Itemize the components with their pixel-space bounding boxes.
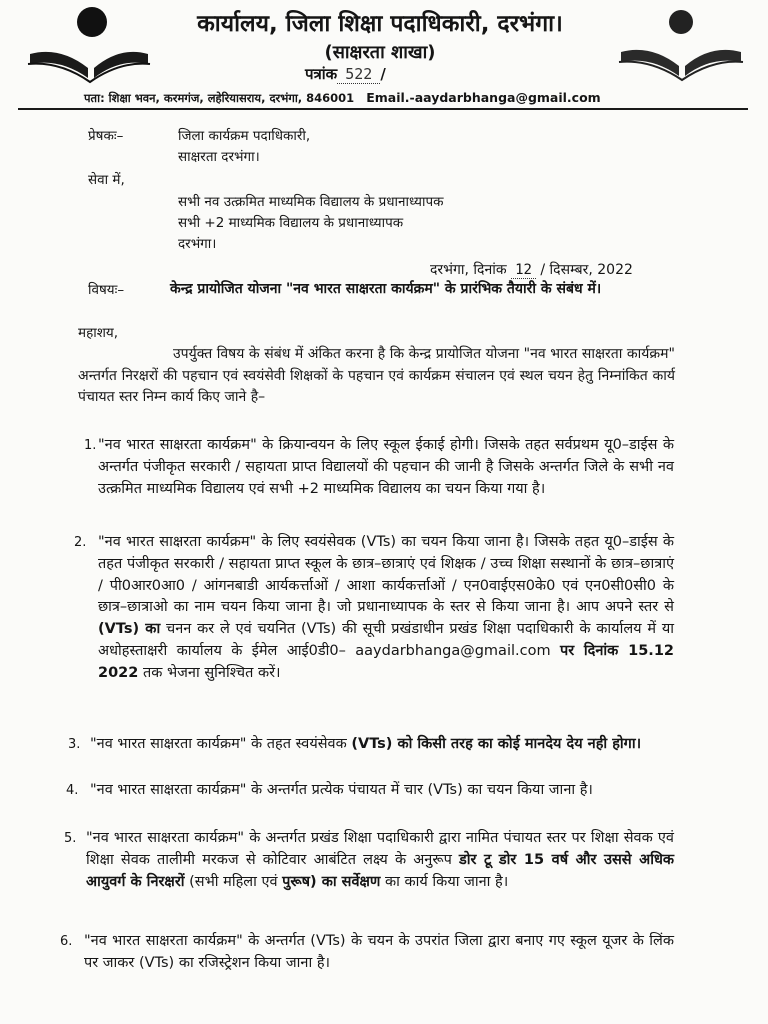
item-4-number: 4. — [66, 783, 79, 798]
office-title: कार्यालय, जिला शिक्षा पदाधिकारी, दरभंगा। — [197, 11, 563, 37]
sender-line-2: साक्षरता दरभंगा। — [178, 149, 260, 165]
recipient-line-2: सभी +2 माध्यमिक विद्यालय के प्रधानाध्यापक — [178, 215, 404, 231]
date-prefix: दरभंगा, दिनांक — [430, 262, 507, 278]
item-6-text: "नव भारत साक्षरता कार्यक्रम" के अन्तर्गत (VTs) के चयन के उपरांत जिला द्वारा बनाए गए स्कूल यूजर के लिंक पर जाकर (VTs) का रजिस्ट्रेशन किया जाना है। — [84, 933, 674, 971]
address-text: पता: शिक्षा भवन, करमगंज, लहेरियासराय, दरभंगा, 846001 — [84, 91, 355, 105]
item-5-bold-b: पुरूष) का सर्वेक्षण — [282, 873, 381, 890]
item-2-part-b: चनन कर ले एवं चयनित (VTs) की सूची प्रखंडाधीन प्रखंड शिक्षा पदाधिकारी के कार्यालय में या अधोहस्ताक्षरी कार्यालय के ईमेल आई0डी0– — [98, 621, 674, 659]
item-5-part-c: का कार्य किया जाना है। — [385, 873, 509, 890]
subject-text: केन्द्र प्रायोजित योजना "नव भारत साक्षरता कार्यक्रम" के प्रारंभिक तैयारी के संबंध में। — [170, 281, 602, 297]
item-3-text — [90, 734, 674, 756]
salutation: महाशय, — [78, 325, 119, 341]
sender-line-1: जिला कार्यक्रम पदाधिकारी, — [178, 128, 311, 144]
branch-name: (साक्षरता शाखा) — [324, 42, 436, 63]
item-2-part-a: "नव भारत साक्षरता कार्यक्रम" के लिए स्वयंसेवक (VTs) का चयन किया जाना है। जिसके तहत यू0–डाईस के तहत पंजीकृत सरकारी / सहायता प्राप्त स्कूल के छात्र–छात्राएं एवं शिक्षक / उच्च शिक्षा सस्थानों के छात्र–छात्राएं / पी0आर0आ0 / आंगनबाडी आर्यकर्त्ताओं / आशा कार्यकर्त्ताओं / एन0वाईएस0के0 एवं एन0सी0सी0 के छात्र–छात्राओ का नाम चयन किया जाना है। जो प्रधानाध्यापक के स्तर से किया जाना है। आप अपने स्तर से — [98, 534, 674, 616]
item-2-number: 2. — [74, 535, 87, 550]
date-rest: / दिसम्बर, 2022 — [540, 262, 633, 278]
letter-number — [305, 64, 386, 84]
item-2-part-c: तक भेजना सुनिश्चित करें। — [142, 664, 281, 681]
header-divider — [18, 108, 748, 110]
intro-paragraph: उपर्युक्त विषय के संबंध में अंकित करना है कि केन्द्र प्रायोजित योजना "नव भारत साक्षरता कार्यक्रम" अन्तर्गत निरक्षरों की पहचान एवं स्वयंसेवी शिक्षकों के पहचान एवं कार्यक्रम संचालन एवं स्थल चयन हेतु निम्नांकित कार्य पंचायत स्तर निम्न कार्य किए जाने है– — [78, 346, 675, 405]
item-5-text — [86, 828, 674, 893]
item-5-bold-a: डोर टू डोर 15 वर्ष और उससे अधिक आयुवर्ग के निरक्षरों — [86, 851, 675, 890]
item-2-text — [98, 532, 674, 685]
item-2-email: aaydarbhanga@gmail.com — [355, 642, 551, 659]
item-3-part-a: "नव भारत साक्षरता कार्यक्रम" के तहत स्वयंसेवक — [90, 736, 347, 752]
letter-number-suffix: / — [380, 65, 386, 83]
item-3-bold-a: (VTs) को किसी तरह का कोई मानदेय देय नही होगा। — [351, 736, 642, 752]
recipient-line-1: सभी नव उत्क्रमित माध्यमिक विद्यालय के प्रधानाध्यापक — [178, 194, 444, 210]
subject-label: विषयः– — [88, 282, 125, 298]
item-5-number: 5. — [64, 831, 77, 846]
recipient-label: सेवा में, — [88, 172, 125, 188]
item-2-bold-b: पर दिनांक 15.12 2022 — [98, 642, 674, 681]
item-2-bold-a: (VTs) का — [98, 621, 161, 638]
office-address — [84, 90, 601, 106]
sender-label: प्रेषकः– — [88, 128, 124, 144]
date-day: 12 — [511, 262, 536, 279]
item-5-part-a: "नव भारत साक्षरता कार्यक्रम" के अन्तर्गत प्रखंड शिक्षा पदाधिकारी द्वारा नामित पंचायत स्तर पर शिक्षा सेवक एवं शिक्षा सेवक तालीमी मरकज से कोटिवार आबंटित लक्ष्य के अनुरूप — [86, 830, 674, 868]
letter-number-label: पत्रांक — [305, 65, 338, 83]
recipient-line-3: दरभंगा। — [178, 236, 217, 252]
letter-number-value: 522 — [337, 65, 380, 84]
header-email: Email.-aaydarbhanga@gmail.com — [366, 90, 601, 105]
item-5-part-b: (सभी महिला एवं — [189, 873, 278, 890]
item-4-text: "नव भारत साक्षरता कार्यक्रम" के अन्तर्गत प्रत्येक पंचायत में चार (VTs) का चयन किया जाना है। — [90, 782, 593, 798]
item-1-number: 1. — [84, 438, 97, 453]
item-3-number: 3. — [68, 737, 81, 752]
item-1-text: "नव भारत साक्षरता कार्यक्रम" के क्रियान्वयन के लिए स्कूल ईकाई होगी। जिसके तहत सर्वप्रथम यू0–डाईस के अन्तर्गत पंजीकृत सरकारी / सहायता प्राप्त विद्यालयों की पहचान की जानी है जिसके अन्तर्गत जिले के सभी नव उत्क्रमित माध्यमिक विद्यालय एवं सभी +2 माध्यमिक विद्यालय का चयन किया गया है। — [98, 437, 674, 497]
letter-date — [430, 260, 633, 279]
department-logo-left — [20, 6, 155, 86]
department-logo-right — [615, 6, 750, 86]
item-6-number: 6. — [60, 934, 73, 949]
